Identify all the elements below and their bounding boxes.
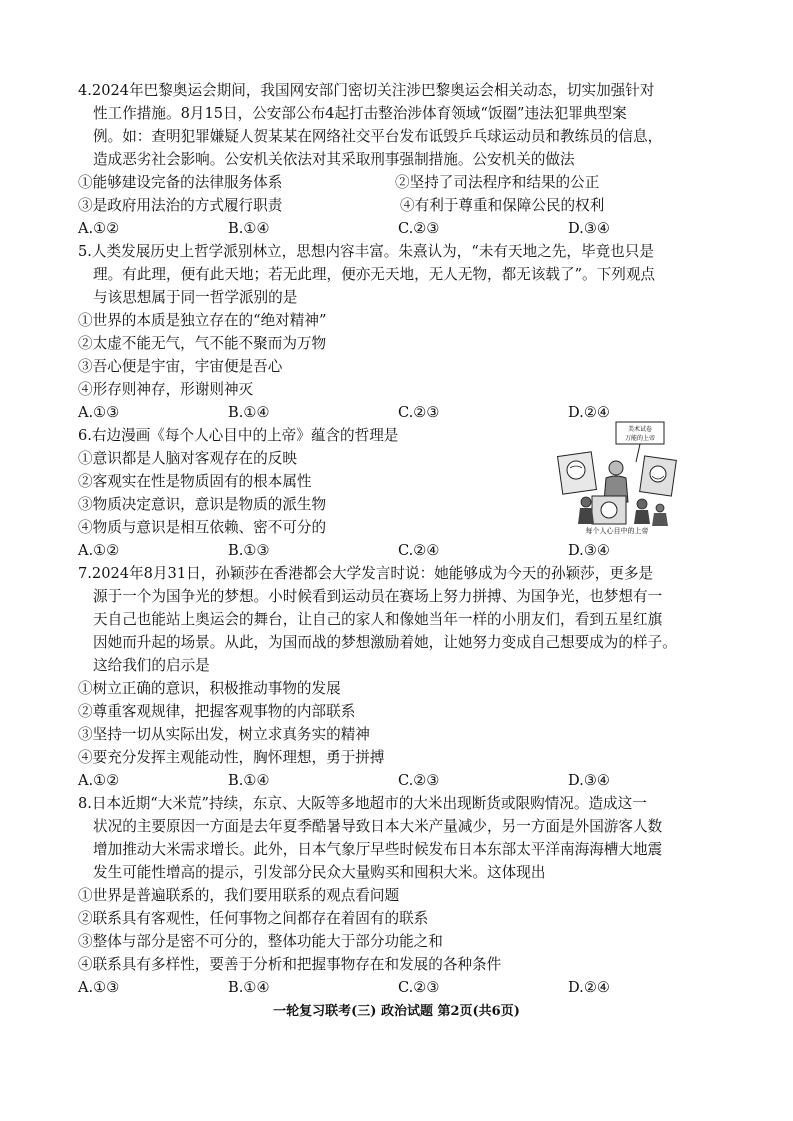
q7-stem-line-1: 7.2024年8月31日，孙颖莎在香港都会大学发言时说：她能够成为今天的孙颖莎，更多是 (78, 565, 654, 582)
q8-stem-line-3: 增加推动大米需求增长。此外，日本气象厅早些时候发布日本东部太平洋南海海槽大地震 (93, 841, 663, 858)
q5-statement-4: ④形存则神存，形谢则神灭 (78, 381, 254, 398)
q8-stem-line-1: 8.日本近期“大米荒”持续，东京、大阪等多地超市的大米出现断货或限购情况。造成这一 (78, 795, 647, 812)
q7-stem-line-4: 因她而升起的场景。从此，为国而战的梦想激励着她，让她努力变成自己想要成为的样子。 (93, 634, 677, 651)
q8-statement-1: ①世界是普遍联系的，我们要用联系的观点看问题 (78, 887, 400, 904)
q8-choice-a: A.①③ (78, 979, 120, 996)
q7-stem-line-2: 源于一个为国争光的梦想。小时候看到运动员在赛场上努力拼搏、为国争光，也梦想有一 (93, 588, 663, 605)
q4-statement-4: ④有利于尊重和保障公民的权利 (400, 197, 605, 214)
q7-statement-2: ②尊重客观规律，把握客观事物的内部联系 (78, 703, 356, 720)
q8-statement-2: ②联系具有客观性，任何事物之间都存在着固有的联系 (78, 910, 429, 927)
q8-statement-3: ③整体与部分是密不可分的，整体功能大于部分功能之和 (78, 933, 443, 950)
q5-statement-1: ①世界的本质是独立存在的“绝对精神” (78, 312, 327, 329)
q8-choice-d: D.②④ (568, 979, 610, 996)
cartoon-sign-line-2: 万能的上帝 (624, 435, 656, 442)
q7-stem-line-5: 这给我们的启示是 (93, 657, 210, 674)
q6-stem-line-1: 6.右边漫画《每个人心目中的上帝》蕴含的哲理是 (78, 427, 399, 444)
q5-choice-c: C.②③ (398, 404, 440, 421)
q4-stem-line-3: 例。如：查明犯罪嫌疑人贺某某在网络社交平台发布诋毁乒乓球运动员和教练员的信息， (93, 128, 663, 145)
painter-icon (581, 497, 591, 507)
q5-stem-line-2: 理。有此理，便有此天地；若无此理，便亦无天地，无人无物，都无该载了”。下列观点 (93, 266, 656, 283)
cartoon-sign-line-1: 美术试卷 (627, 426, 653, 433)
q6-choice-b: B.①③ (228, 542, 270, 559)
q6-statement-4: ④物质与意识是相互依赖、密不可分的 (78, 519, 327, 536)
q5-statement-3: ③吾心便是宇宙，宇宙便是吾心 (78, 358, 283, 375)
q6-statement-2: ②客观实在性是物质固有的根本属性 (78, 473, 312, 490)
q6-statement-3: ③物质决定意识，意识是物质的派生物 (78, 496, 327, 513)
q6-choice-c: C.②④ (398, 542, 440, 559)
q4-stem-line-1: 4.2024年巴黎奥运会期间，我国网安部门密切关注涉巴黎奥运会相关动态，切实加强针对 (78, 82, 655, 99)
q4-statement-3: ③是政府用法治的方式履行职责 (78, 197, 283, 214)
q7-choice-d: D.③④ (568, 772, 610, 789)
q7-statement-1: ①树立正确的意识，积极推动事物的发展 (78, 680, 341, 697)
q8-choice-b: B.①④ (228, 979, 270, 996)
q8-stem-line-2: 状况的主要原因一方面是去年夏季酷暑导致日本大米产量减少，另一方面是外国游客人数 (93, 818, 663, 835)
q7-choice-a: A.①② (78, 772, 120, 789)
q8-statement-4: ④联系具有多样性，要善于分析和把握事物存在和发展的各种条件 (78, 956, 502, 973)
q4-stem-line-2: 性工作措施。8月15日，公安部公布4起打击整治涉体育领域“饭圈”违法犯罪典型案 (93, 105, 627, 122)
q4-statement-1: ①能够建设完备的法律服务体系 (78, 174, 283, 191)
q4-stem-line-4: 造成恶劣社会影响。公安机关依法对其采取刑事强制措施。公安机关的做法 (93, 151, 575, 168)
cartoon-illustration (556, 420, 678, 528)
q5-stem-line-1: 5.人类发展历史上哲学派别林立，思想内容丰富。朱熹认为，“未有天地之先，毕竟也只是 (78, 243, 654, 260)
q5-stem-line-3: 与该思想属于同一哲学派别的是 (93, 289, 298, 306)
q6-statement-1: ①意识都是人脑对客观存在的反映 (78, 450, 297, 467)
q6-choice-a: A.①② (78, 542, 120, 559)
q7-statement-3: ③坚持一切从实际出发，树立求真务实的精神 (78, 726, 370, 743)
painter-icon (637, 499, 647, 509)
q5-choice-b: B.①④ (228, 404, 270, 421)
page-footer: 一轮复习联考(三) 政治试题 第2页(共6页) (273, 1004, 520, 1019)
q7-stem-line-3: 天自己也能站上奥运会的舞台，让自己的家人和像她当年一样的小朋友们，看到五星红旗 (93, 611, 663, 628)
q5-choice-d: D.②④ (568, 404, 610, 421)
q5-statement-2: ②太虚不能无气，气不能不聚而为万物 (78, 335, 327, 352)
q7-choice-b: B.①④ (228, 772, 270, 789)
q5-choice-a: A.①③ (78, 404, 120, 421)
q4-statement-2: ②坚持了司法程序和结果的公正 (395, 174, 600, 191)
q8-choice-c: C.②③ (398, 979, 440, 996)
q4-choice-b: B.①④ (228, 220, 270, 237)
q7-statement-4: ④要充分发挥主观能动性，胸怀理想，勇于拼搏 (78, 749, 385, 766)
cartoon-caption: 每个人心目中的上帝 (585, 527, 649, 535)
central-figure-icon (609, 461, 623, 475)
q8-stem-line-4: 发生可能性增高的提示，引发部分民众大量购买和囤积大米。这体现出 (93, 864, 546, 881)
q4-choice-a: A.①② (78, 220, 120, 237)
q4-choice-d: D.③④ (568, 220, 610, 237)
q4-choice-c: C.②③ (398, 220, 440, 237)
q7-choice-c: C.②③ (398, 772, 440, 789)
q6-choice-d: D.③④ (568, 542, 610, 559)
